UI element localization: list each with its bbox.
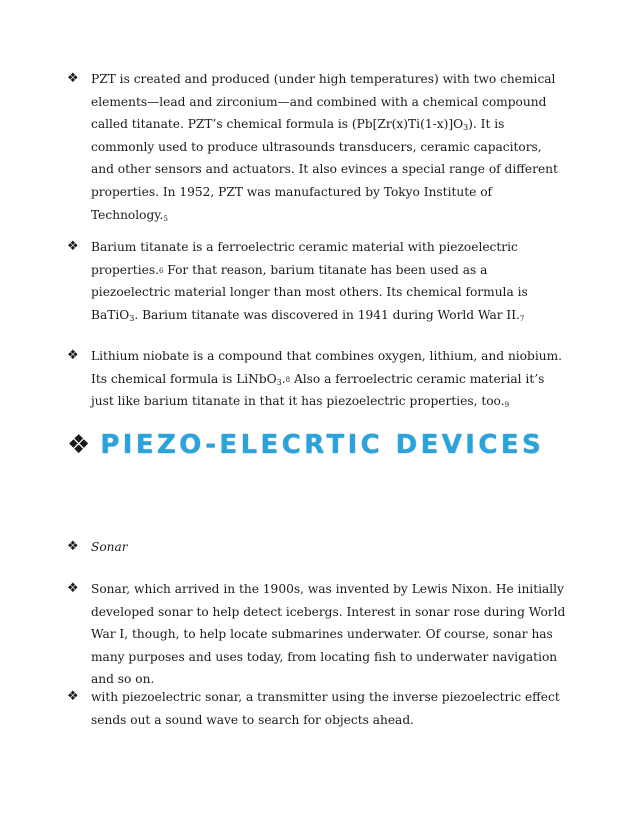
paragraph-text: PZT is created and produced (under high temperatures) with two chemical elements—lead and zirconium—and combined with a chemical compound called titanate. PZT’s chemical formula is $(Pb[Zr(x)Ti(1-x)]O_3)$. It is commonly used to produce ultrasounds transducers, ceramic capacitors, and other sensors and actuators. It also evinces a special range of different properties. In 1952, PZT was manufactured by Tokyo Institute of $Technology._5$ [91,72,558,223]
diamond-bullet-icon: ❖ [67,239,79,254]
diamond-bullet-icon: ❖ [67,430,91,460]
diamond-bullet-icon: ❖ [67,689,79,704]
section-heading [67,425,544,465]
paragraph-text: Sonar, which arrived in the 1900s, was invented by Lewis Nixon. He initially developed sonar to help detect icebergs. Interest in sonar rose during World War I, though, to help locate submarines underwater. Of course, sonar has many purposes and uses today, from locating fish to underwater navigation and so on. [91,582,566,687]
heading-title: PIEZO-ELECRTIC DEVICES [100,430,545,460]
diamond-bullet-icon: ❖ [67,71,79,86]
diamond-bullet-icon: ❖ [67,581,79,596]
footnote-ref: 5 [163,214,168,223]
paragraph-lithium-niobate [67,345,567,413]
paragraph-text: Lithium niobate is a compound that combines oxygen, lithium, and niobium. Its chemical formula is LiNbO$_3$.$^8$ Also a ferroelectric ceramic material it’s just like barium titanate in that it has piezoelectric properties, $too._9$ [91,349,563,410]
diamond-bullet-icon: ❖ [67,348,79,363]
paragraph-text: Sonar [91,540,128,554]
footnote-ref: 6 [158,266,164,275]
paragraph-sonar-label [67,536,567,559]
paragraph-pzt [67,68,567,226]
diamond-bullet-icon: ❖ [67,539,79,554]
paragraph-sonar-history [67,578,567,691]
paragraph-piezo-sonar [67,686,567,731]
footnote-ref: 7 [519,314,525,323]
footnote-ref: 9 [504,401,510,410]
paragraph-text: with piezoelectric sonar, a transmitter using the inverse piezoelectric effect sends out a sound wave to search for objects ahead. [91,690,560,727]
paragraph-barium-titanate [67,236,567,326]
paragraph-text: Barium titanate is a ferroelectric ceramic material with piezoelectric properties.$^6$ For that reason, barium titanate has been used as a piezoelectric material longer than most others. Its chemical formula is BaTiO$_3$. Barium titanate was discovered in 1941 during World War $II._7$ [91,240,528,323]
footnote-ref: 8 [285,375,291,384]
